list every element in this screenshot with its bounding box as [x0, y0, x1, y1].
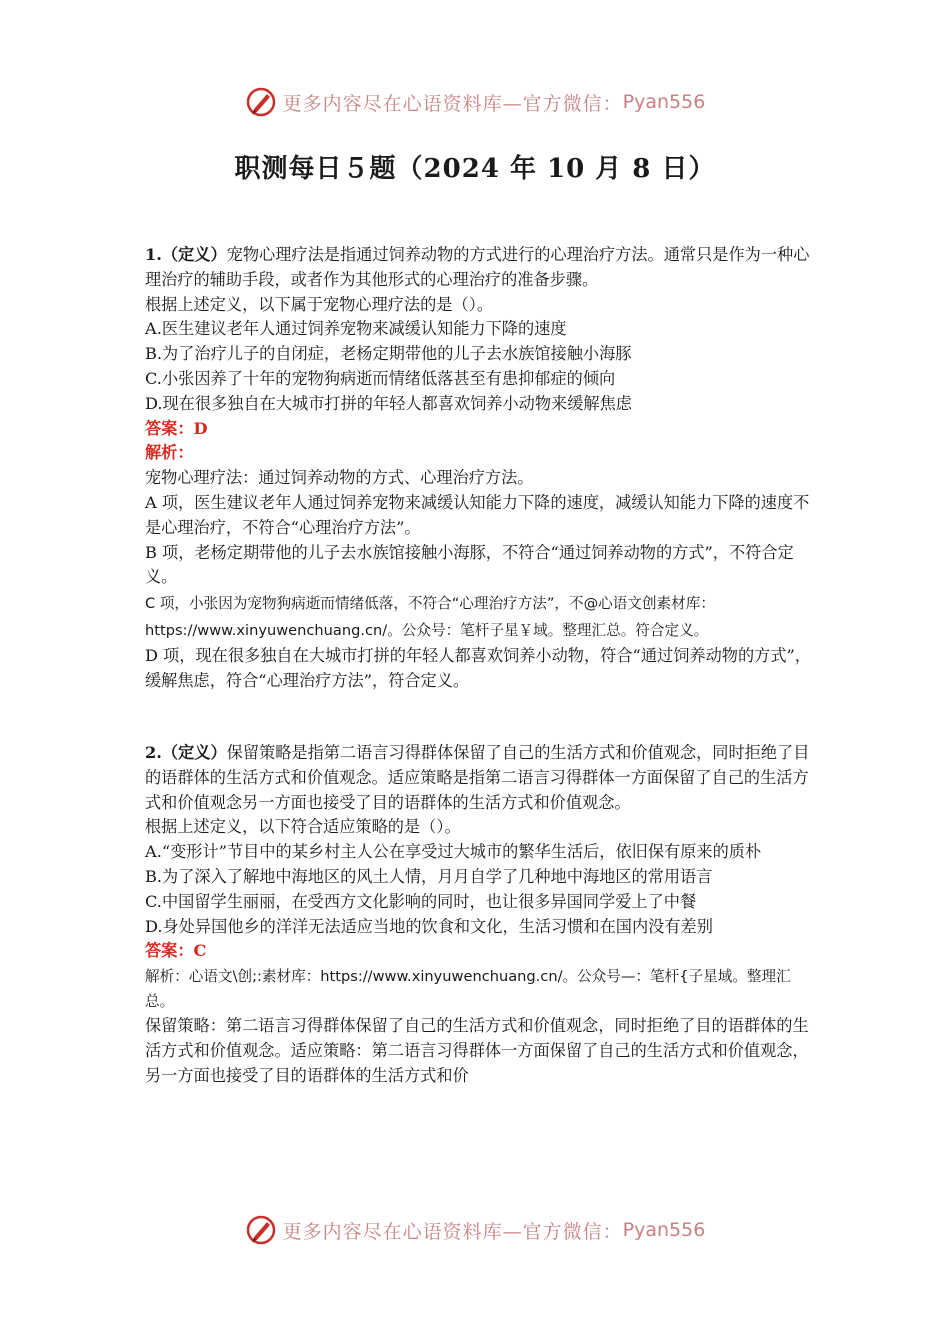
footer-banner — [0, 1212, 950, 1248]
analysis-header: 解析：心语文\创;:素材库：https://www.xinyuwenchuang.cn/。公众号—：笔杆{子星域。整理汇总。 — [145, 968, 791, 1011]
banner-wechat-id: Pyan556 — [622, 1219, 706, 1241]
pen-logo-icon — [245, 86, 277, 118]
banner-text: 更多内容尽在心语资料库—官方微信： — [282, 1220, 623, 1243]
banner-wechat-id: Pyan556 — [622, 91, 706, 113]
question-type: （定义） — [161, 245, 227, 264]
question-stem — [145, 741, 813, 815]
analysis-line: B 项，老杨定期带他的儿子去水族馆接触小海豚，不符合“通过饲养动物的方式”，不符合定义。 — [145, 542, 794, 587]
analysis-line: 保留策略：第二语言习得群体保留了自己的生活方式和价值观念，同时拒绝了目的语群体的生活方式和价值观念。适应策略：第二语言习得群体一方面保留了自己的生活方式和价值观念，另一方面也接受了目的语群体的生活方式和价 — [145, 1016, 809, 1085]
header-banner — [0, 84, 950, 120]
answer-label: 答案：C — [145, 941, 207, 961]
question-type: （定义） — [161, 743, 227, 762]
question-number: 1. — [145, 245, 162, 264]
answer-label: 答案：D — [145, 418, 208, 438]
option-c: C.小张因养了十年的宠物狗病逝而情绪低落甚至有患抑郁症的倾向 — [145, 368, 616, 388]
option-d: D.身处异国他乡的洋洋无法适应当地的饮食和文化，生活习惯和在国内没有差别 — [145, 916, 713, 936]
option-b: B.为了深入了解地中海地区的风土人情，月月自学了几种地中海地区的常用语言 — [145, 866, 713, 886]
question-text: 保留策略是指第二语言习得群体保留了自己的生活方式和价值观念，同时拒绝了目的语群体的生活方式和价值观念。适应策略是指第二语言习得群体一方面保留了自己的生活方式和价值观念另一方面也接受了目的语群体的生活方式和价值观念。 — [145, 743, 810, 812]
question-1 — [145, 243, 813, 694]
question-prompt: 根据上述定义，以下符合适应策略的是（）。 — [145, 817, 461, 837]
banner-text: 更多内容尽在心语资料库—官方微信： — [282, 92, 623, 115]
option-b: B.为了治疗儿子的自闭症，老杨定期带他的儿子去水族馆接触小海豚 — [145, 344, 632, 364]
option-c: C.中国留学生丽丽，在受西方文化影响的同时，也让很多异国同学爱上了中餐 — [145, 891, 697, 911]
page-title: 职测每日５题（2024 年 10 月 8 日） — [234, 154, 716, 184]
question-prompt: 根据上述定义，以下属于宠物心理疗法的是（）。 — [145, 294, 494, 314]
analysis-line-c: C 项，小张因为宠物狗病逝而情绪低落，不符合“心理治疗方法”，不@心语文创素材库：https://www.xinyuwenchuang.cn/。公众号：笔杆子星￥域。整理汇总。符合定义。 — [145, 595, 715, 640]
option-d: D.现在很多独自在大城市打拼的年轻人都喜欢饲养小动物来缓解焦虑 — [145, 393, 632, 413]
analysis-line: A 项，医生建议老年人通过饲养宠物来减缓认知能力下降的速度，减缓认知能力下降的速度不是心理治疗，不符合“心理治疗方法”。 — [145, 492, 810, 537]
option-a: A.“变形计”节目中的某乡村主人公在享受过大城市的繁华生活后，依旧保有原来的质朴 — [145, 842, 762, 862]
question-number: 2. — [145, 743, 162, 762]
option-a: A.医生建议老年人通过饲养宠物来减缓认知能力下降的速度 — [145, 319, 567, 339]
analysis-line-d: D 项，现在很多独自在大城市打拼的年轻人都喜欢饲养小动物，符合“通过饲养动物的方式”，缓解焦虑，符合“心理治疗方法”，符合定义。 — [145, 646, 811, 690]
question-stem — [145, 243, 813, 293]
pen-logo-icon — [245, 1214, 277, 1246]
question-2 — [145, 741, 813, 1089]
analysis-line: 宠物心理疗法：通过饲养动物的方式、心理治疗方法。 — [145, 468, 534, 488]
question-text: 宠物心理疗法是指通过饲养动物的方式进行的心理治疗方法。通常只是作为一种心理治疗的辅助手段，或者作为其他形式的心理治疗的准备步骤。 — [145, 245, 810, 289]
analysis-label: 解析： — [145, 443, 194, 463]
